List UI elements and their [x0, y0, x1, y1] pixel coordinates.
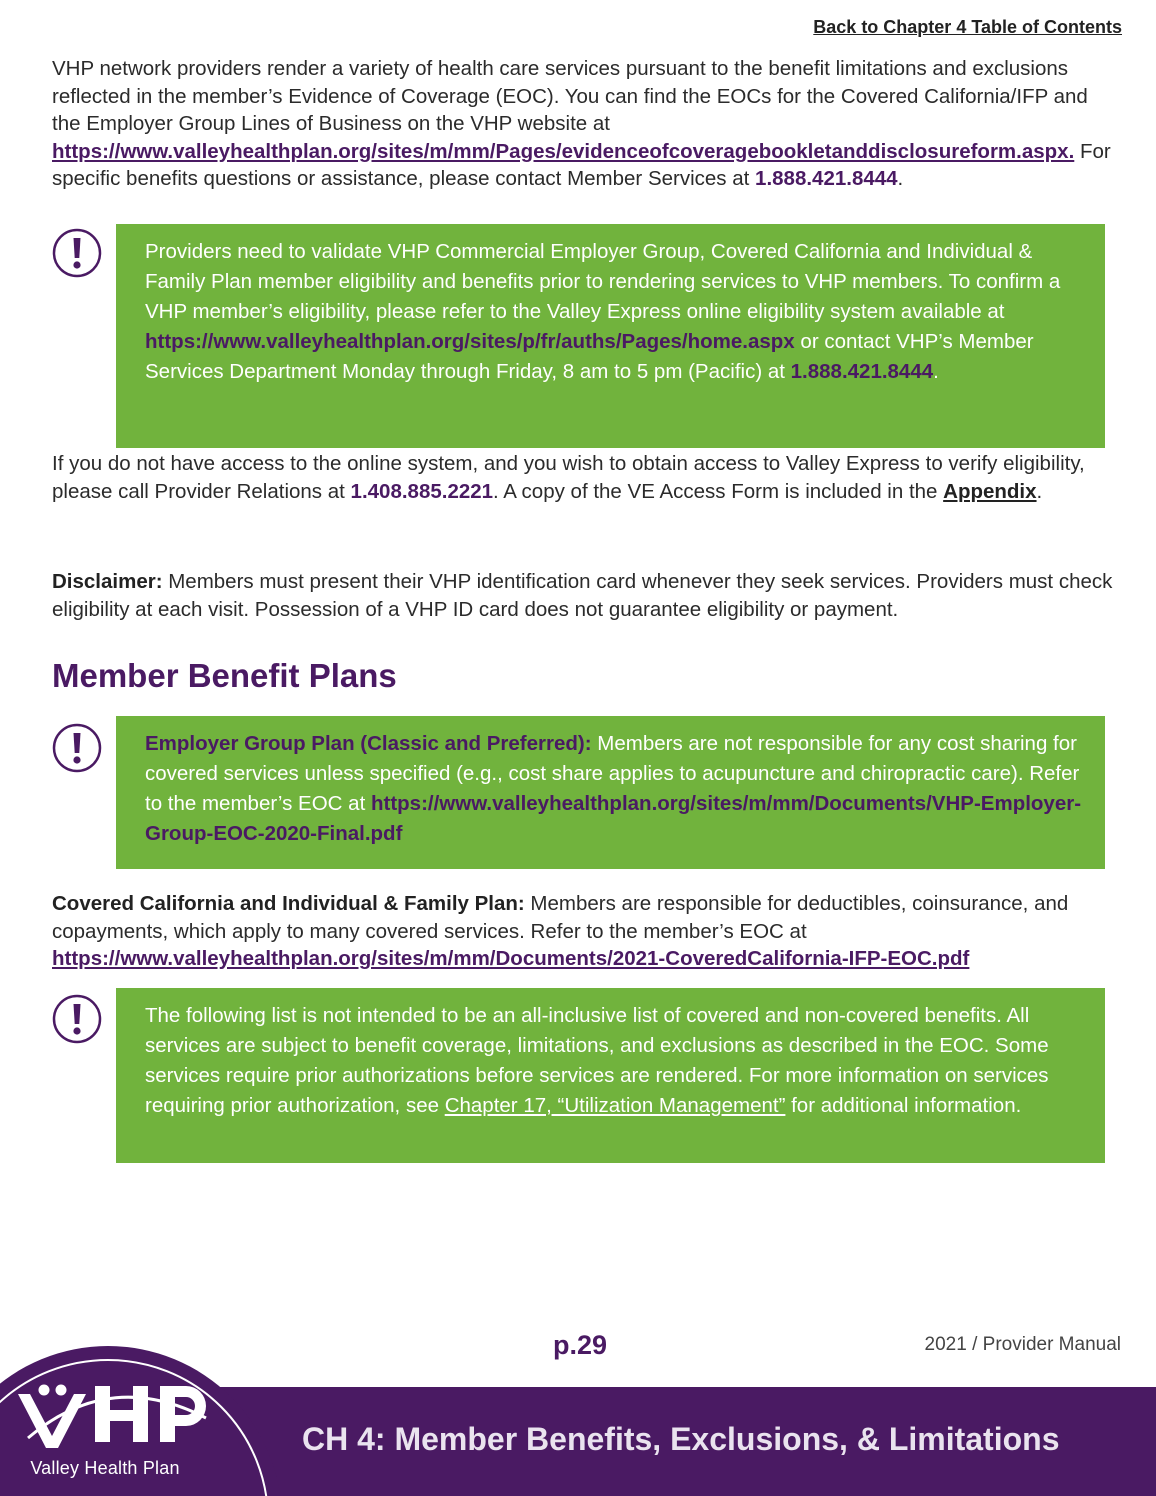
intro-paragraph: VHP network providers render a variety of health care services pursuant to the benefit limitations and exclusions reflected in the member’s Evidence of Coverage (EOC). You can find the EOCs for the Covered California/IFP and the Employer Group Lines of Business on the VHP website at https://www.valleyhealthplan.org/sites/m/mm/Pages/evidenceofcoveragebookletanddisclosureform.aspx. For specific benefits questions or assistance, please contact Member Services at 1.888.421.8444. — [52, 57, 1111, 190]
member-services-phone-callout: 1.888.421.8444 — [790, 360, 934, 383]
back-to-toc-link[interactable]: Back to Chapter 4 Table of Contents — [813, 17, 1122, 37]
employer-plan-label: Employer Group Plan (Classic and Preferred): — [145, 732, 592, 755]
utilization-management-link[interactable]: Chapter 17, “Utilization Management” — [444, 1094, 786, 1117]
alert-icon — [51, 227, 103, 279]
covered-california-eoc-link[interactable]: https://www.valleyhealthplan.org/sites/m/mm/Documents/2021-CoveredCalifornia-IFP-EOC.pdf — [52, 947, 970, 970]
eligibility-callout: Providers need to validate VHP Commercial Employer Group, Covered California and Individual & Family Plan member eligibility and benefits prior to rendering services to VHP members. To confirm a VHP member’s eligibility, please refer to the Valley Express online eligibility system available at https://www.valleyhealthplan.org/sites/p/fr/auths/Pages/home.aspx or contact VHP’s Member Services Department Monday through Friday, 8 am to 5 pm (Pacific) at 1.888.421.8444. — [116, 224, 1105, 448]
coverage-list-callout: The following list is not intended to be an all-inclusive list of covered and non-covered benefits. All services are subject to benefit coverage, limitations, and exclusions as described in the EOC. Some services require prior authorizations before services are rendered. For more information on services requiring prior authorization, see Chapter 17, “Utilization Management” for additional information. — [116, 988, 1105, 1163]
appendix-link[interactable]: Appendix — [943, 479, 1037, 503]
alert-icon — [51, 993, 103, 1045]
covered-california-paragraph: Covered California and Individual & Family Plan: Members are responsible for deductibles, coinsurance, and copayments, which apply to many covered services. Refer to the member’s EOC at https://www.valleyhealthplan.org/sites/m/mm/Documents/2021-CoveredCalifornia-IFP-EOC.pdf — [52, 892, 1069, 970]
logo-text: Valley Health Plan — [30, 1458, 180, 1478]
section-heading: Member Benefit Plans — [52, 657, 397, 694]
page-number: p.29 — [553, 1330, 608, 1360]
covered-california-label: Covered California and Individual & Family Plan: — [52, 892, 525, 915]
employer-eoc-link[interactable]: https://www.valleyhealthplan.org/sites/m/mm/Documents/VHP-Employer-Group-EOC-2020-Final.pdf — [145, 792, 1082, 845]
alert-icon — [51, 722, 103, 774]
disclaimer-label: Disclaimer: — [52, 570, 163, 593]
provider-relations-phone: 1.408.885.2221 — [350, 479, 494, 503]
member-services-phone: 1.888.421.8444 — [755, 167, 898, 190]
valley-express-link[interactable]: https://www.valleyhealthplan.org/sites/p/fr/auths/Pages/home.aspx — [145, 330, 795, 353]
disclaimer-paragraph: Disclaimer: Members must present their VHP identification card whenever they seek services. Providers must check eligibility at each visit. Possession of a VHP ID card does not guarantee eligibility or payment. — [52, 570, 1113, 621]
employer-plan-callout: Employer Group Plan (Classic and Preferred): Members are not responsible for any cost sharing for covered services unless specified (e.g., cost share applies to acupuncture and chiropractic care). Refer to the member’s EOC at https://www.valleyhealthplan.org/sites/m/mm/Documents/VHP-Employer-Group-EOC-2020-Final.pdf — [116, 716, 1105, 869]
eoc-page-link[interactable]: https://www.valleyhealthplan.org/sites/m/mm/Pages/evidenceofcoveragebookletanddisclosureform.aspx. — [52, 139, 1075, 163]
manual-label: 2021 / Provider Manual — [924, 1334, 1121, 1355]
chapter-title: CH 4: Member Benefits, Exclusions, & Limitations — [302, 1421, 1060, 1457]
access-paragraph: If you do not have access to the online system, and you wish to obtain access to Valley Express to verify eligibility, please call Provider Relations at 1.408.885.2221. A copy of the VE Access Form is included in the Appendix. — [52, 452, 1085, 503]
